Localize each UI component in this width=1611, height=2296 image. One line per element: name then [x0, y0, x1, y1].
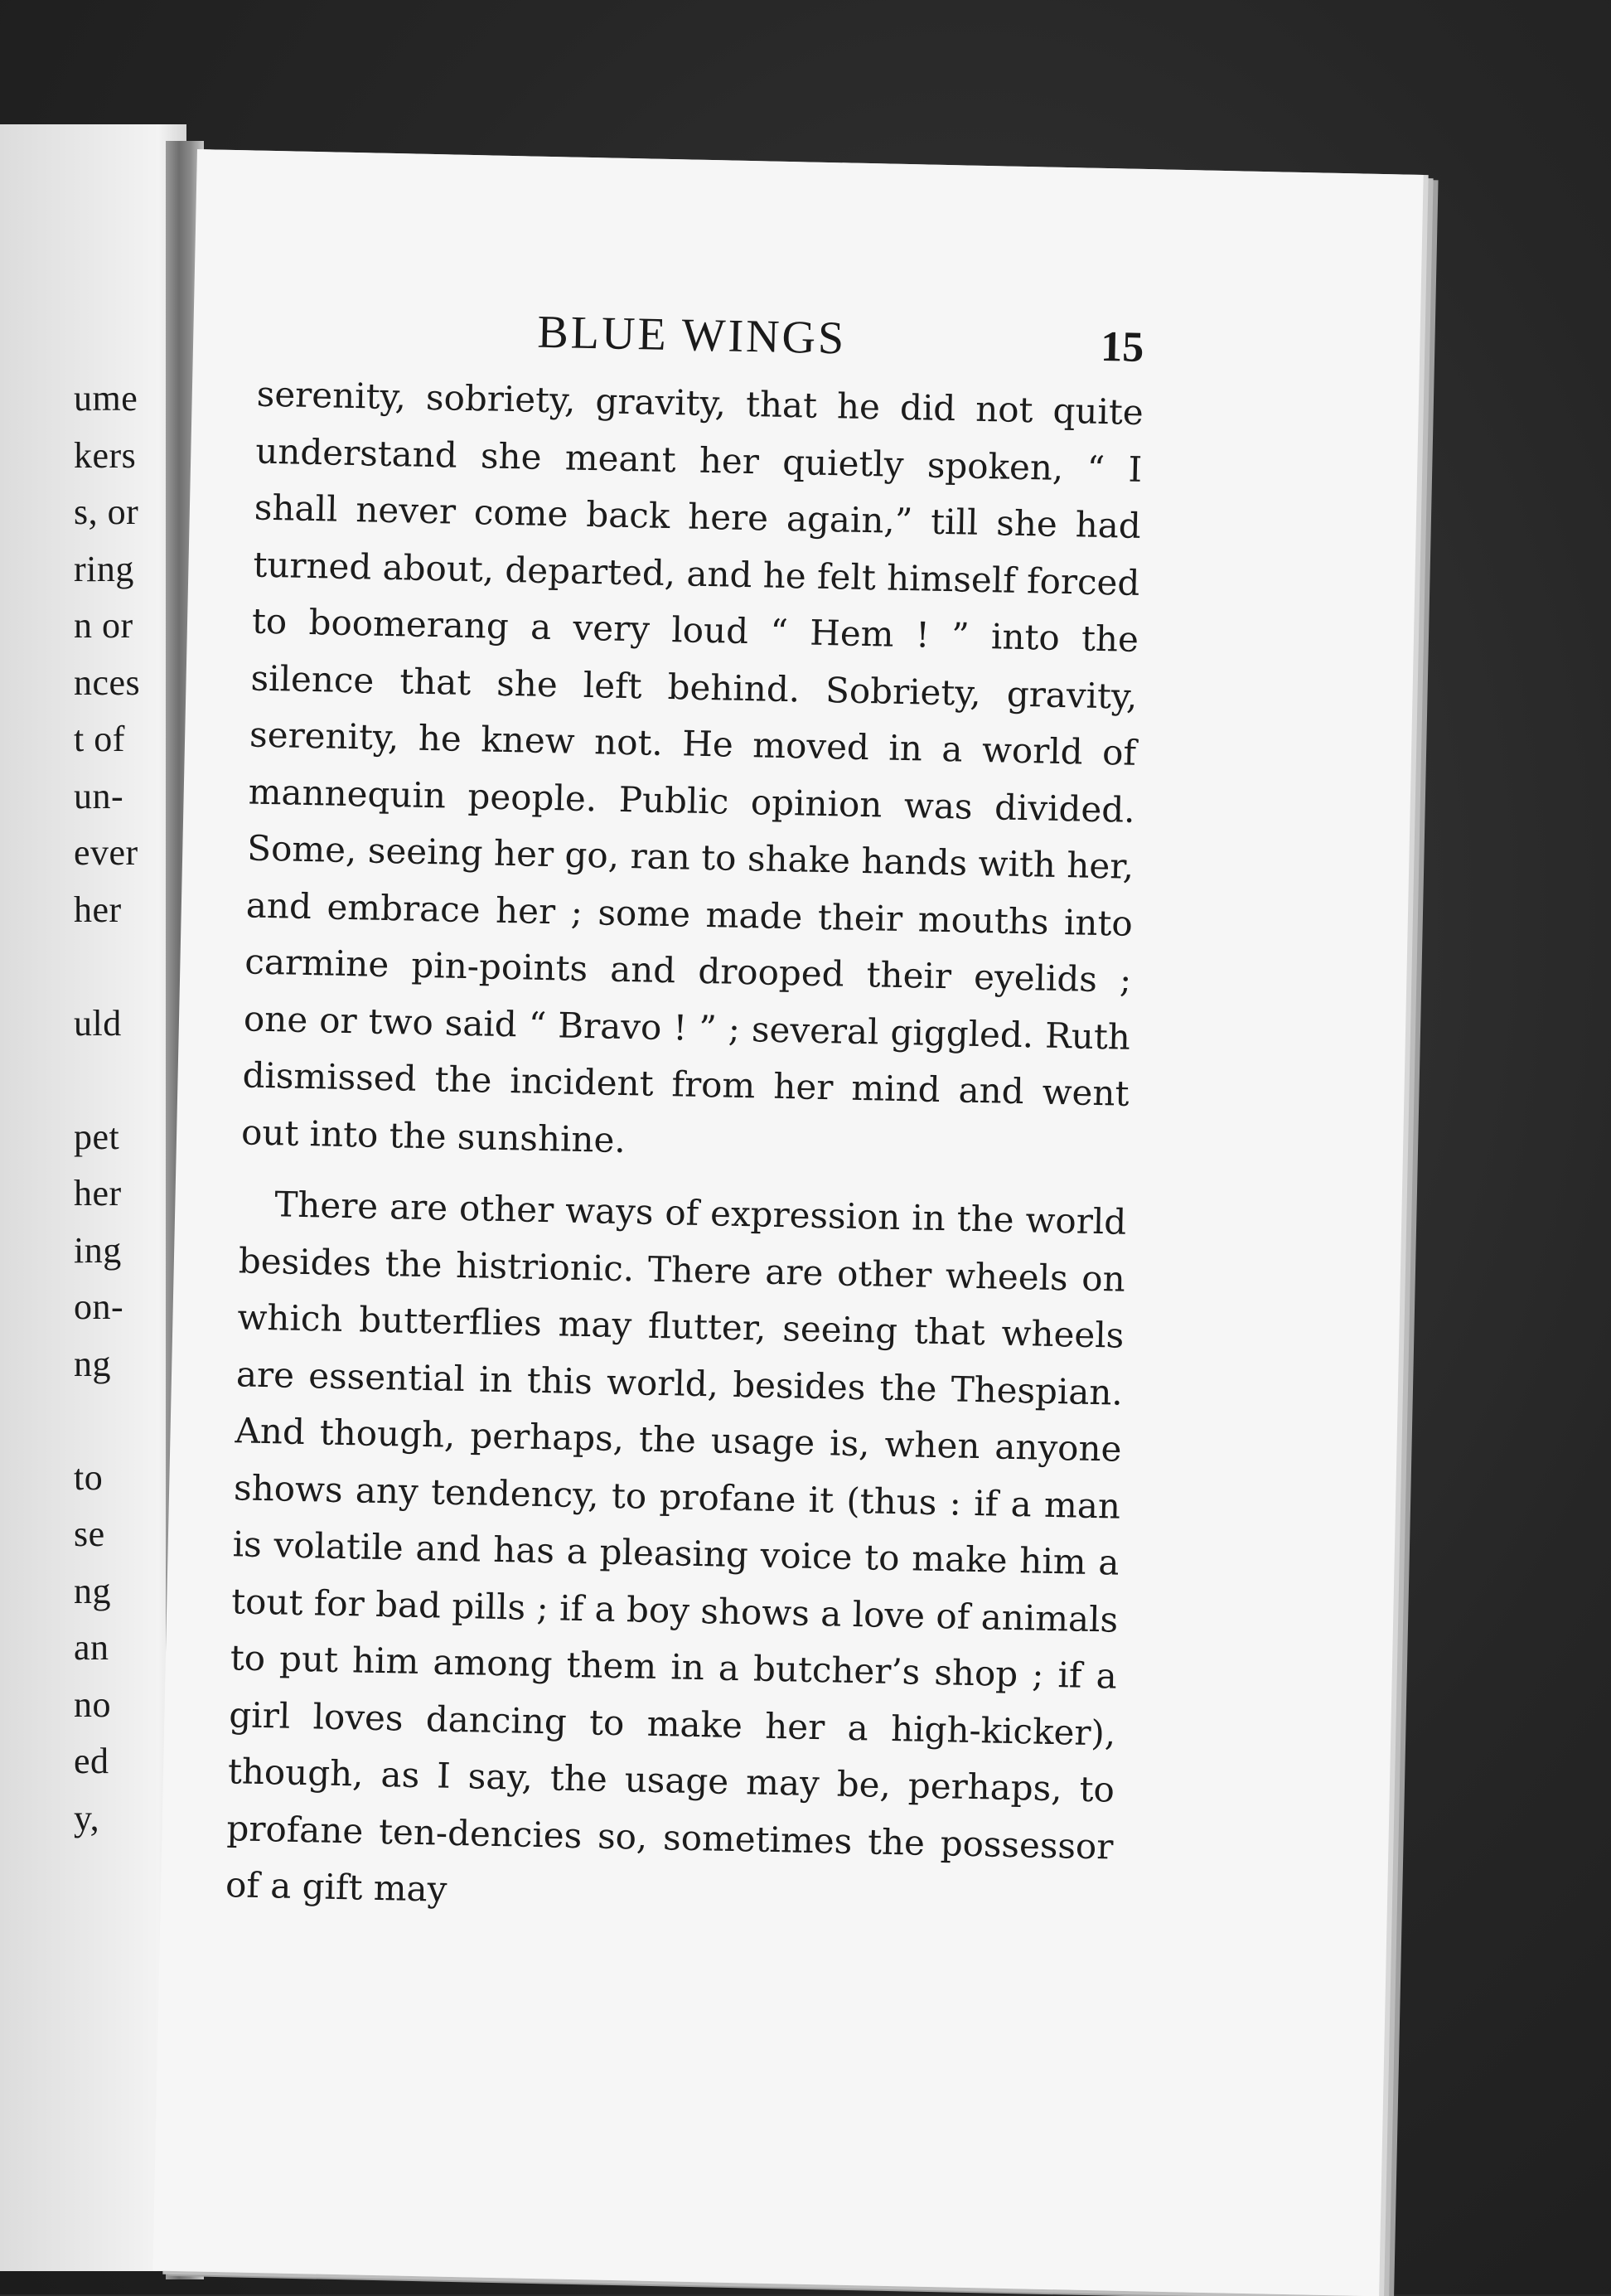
paragraph: There are other ways of expression in the world besides the histrionic. There are other wheels on which butterflies may flutter, seeing that wheels are essential in this world, besides the Thespian. And though, perhaps, the usage is, when anyone shows any tendency, to profane it (thus : if a man is volatile and has a pleasing voice to make him a tout for bad pills ; if a boy shows a love of animals to put him among them in a butcher’s shop ; if a girl loves dancing to make her a high-kicker), though, as I say, the usage may be, perhaps, to profane ten-dencies so, sometimes the possessor of a gift may: [225, 1184, 1127, 1910]
left-page-line: se: [74, 1514, 105, 1554]
left-page-line: ring: [74, 548, 134, 589]
left-page-line: nces: [74, 661, 141, 703]
left-page-line: ever: [74, 832, 138, 873]
left-page-line: to: [74, 1456, 104, 1498]
page-number: 15: [1100, 322, 1144, 371]
left-page-line: pet: [74, 1116, 120, 1157]
left-page-line: her: [74, 889, 122, 930]
left-page-line: t of: [74, 719, 125, 759]
left-page-line: an: [74, 1627, 109, 1668]
left-page-line: ume: [74, 378, 138, 419]
left-page-line: ing: [74, 1229, 122, 1271]
left-page-line: ed: [74, 1741, 109, 1781]
left-page-line: ng: [74, 1343, 111, 1384]
left-page-line: kers: [74, 434, 137, 476]
running-title: BLUE WINGS: [536, 306, 847, 365]
left-page-line: no: [74, 1683, 111, 1725]
paragraph: serenity, sobriety, gravity, that he did not quite understand she meant her quietly spoken, “ I shall never come back here again,” till she had turned about, departed, and he felt himself forced to boomerang a very loud “ Hem ! ” into the silence that she left behind. Sobriety, gravity, serenity, he knew not. He moved in a world of mannequin people. Public opinion was divided. Some, seeing her go, ran to shake hands with her, and embrace her ; some made their mouths into carmine pin-points and drooped their eyelids ; one or two said “ Bravo ! ” ; several giggled. Ruth dismissed the incident from her mind and went out into the sunshine.: [240, 373, 1144, 1160]
left-page-line: n or: [74, 605, 133, 646]
left-page-line: y,: [74, 1797, 100, 1838]
body-text: [225, 366, 1144, 1932]
left-page-line: on-: [74, 1286, 124, 1327]
right-page: [152, 149, 1423, 2296]
left-page-line: uld: [74, 1002, 122, 1044]
left-page: [0, 124, 186, 2271]
left-page-line: un-: [74, 775, 124, 816]
left-page-line: her: [74, 1173, 122, 1213]
left-page-line: s, or: [74, 492, 139, 532]
left-page-line: ng: [74, 1570, 111, 1611]
